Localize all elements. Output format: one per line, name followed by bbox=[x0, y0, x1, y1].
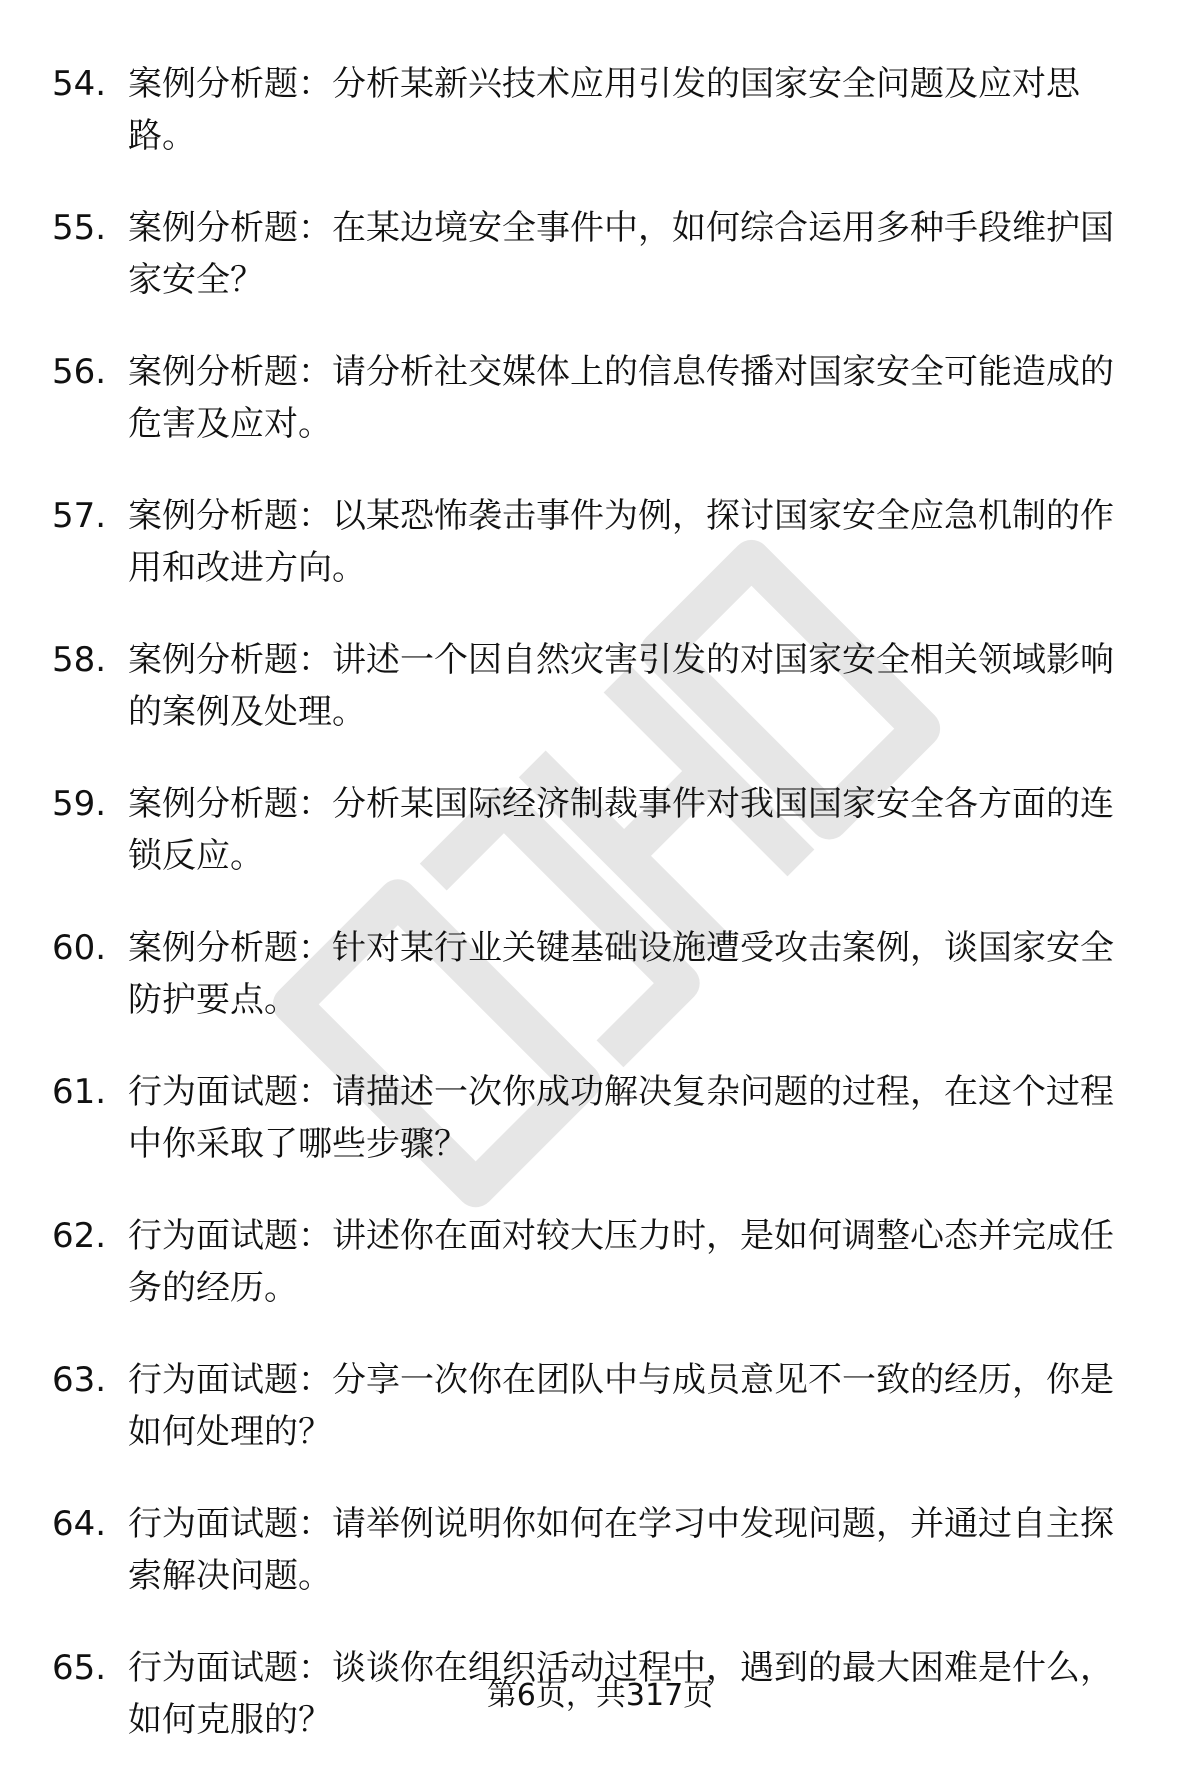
question-item bbox=[0, 778, 1200, 922]
question-number: 60. bbox=[52, 928, 107, 968]
question-text: 行为面试题：请描述一次你成功解决复杂问题的过程，在这个过程中你采取了哪些步骤？ bbox=[128, 1072, 1114, 1164]
question-item bbox=[0, 922, 1200, 1066]
question-item bbox=[0, 1498, 1200, 1642]
question-number: 56. bbox=[52, 352, 107, 392]
question-item bbox=[0, 1066, 1200, 1210]
question-item bbox=[0, 202, 1200, 346]
question-item bbox=[0, 1354, 1200, 1498]
question-number: 62. bbox=[52, 1216, 107, 1256]
question-text: 行为面试题：请举例说明你如何在学习中发现问题，并通过自主探索解决问题。 bbox=[128, 1504, 1114, 1596]
question-text: 行为面试题：讲述你在面对较大压力时，是如何调整心态并完成任务的经历。 bbox=[128, 1216, 1114, 1308]
question-number: 58. bbox=[52, 640, 107, 680]
question-item bbox=[0, 346, 1200, 490]
question-item bbox=[0, 490, 1200, 634]
question-text: 案例分析题：分析某国际经济制裁事件对我国国家安全各方面的连锁反应。 bbox=[128, 784, 1114, 876]
question-item bbox=[0, 1210, 1200, 1354]
question-item bbox=[0, 58, 1200, 202]
question-number: 61. bbox=[52, 1072, 107, 1112]
question-text: 案例分析题：针对某行业关键基础设施遭受攻击案例，谈国家安全防护要点。 bbox=[128, 928, 1114, 1020]
question-number: 54. bbox=[52, 64, 107, 104]
question-list bbox=[0, 58, 1200, 1786]
question-text: 行为面试题：分享一次你在团队中与成员意见不一致的经历，你是如何处理的？ bbox=[128, 1360, 1114, 1452]
question-text: 案例分析题：讲述一个因自然灾害引发的对国家安全相关领域影响的案例及处理。 bbox=[128, 640, 1114, 732]
question-number: 59. bbox=[52, 784, 107, 824]
question-number: 65. bbox=[52, 1648, 107, 1688]
question-text: 行为面试题：谈谈你在组织活动过程中，遇到的最大困难是什么，如何克服的？ bbox=[128, 1648, 1114, 1740]
question-number: 57. bbox=[52, 496, 107, 536]
question-number: 63. bbox=[52, 1360, 107, 1400]
question-text: 案例分析题：请分析社交媒体上的信息传播对国家安全可能造成的危害及应对。 bbox=[128, 352, 1114, 444]
page-footer: 第6页，共317页 bbox=[486, 1678, 714, 1713]
question-text: 案例分析题：分析某新兴技术应用引发的国家安全问题及应对思路。 bbox=[128, 64, 1080, 156]
question-item bbox=[0, 634, 1200, 778]
question-number: 55. bbox=[52, 208, 107, 248]
question-number: 64. bbox=[52, 1504, 107, 1544]
question-text: 案例分析题：在某边境安全事件中，如何综合运用多种手段维护国家安全？ bbox=[128, 208, 1114, 300]
question-text: 案例分析题：以某恐怖袭击事件为例，探讨国家安全应急机制的作用和改进方向。 bbox=[128, 496, 1114, 588]
